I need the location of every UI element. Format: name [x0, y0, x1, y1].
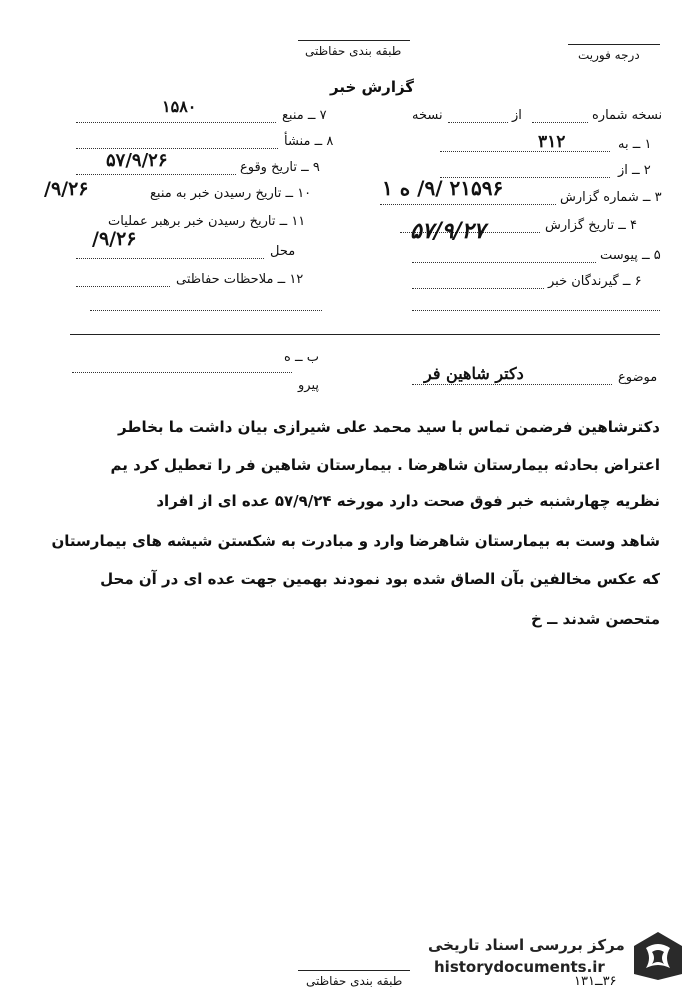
copy-label: نسخه [412, 108, 443, 123]
field-occurrence-date-label: ۹ ــ تاریخ وقوع [240, 160, 320, 175]
reference-value: ب ــ ه [284, 350, 319, 365]
field-source-value: ۱۵۸۰ [162, 97, 197, 116]
field-attachment-label: ۵ ــ پیوست [600, 248, 661, 263]
body-line: که عکس مخالفین بآن الصاق شده بود نمودند بهمین جهت عده ای در آن محل [100, 570, 660, 588]
page-code: ۳۶ــ۱۳۱ [574, 974, 617, 989]
field-occurrence-date-value: ۵۷/۹/۲۶ [106, 150, 168, 171]
classification-bottom-rule [298, 970, 410, 971]
field-security-notes-label: ۱۲ ــ ملاحظات حفاظتی [176, 272, 304, 287]
body-line: دکترشاهین فرضمن تماس با سید محمد علی شیرازی بیان داشت ما بخاطر [118, 418, 660, 436]
field-security-notes-dots [76, 286, 170, 287]
subject-dots [412, 384, 612, 385]
classification-top: طبقه بندی حفاظتی [305, 44, 402, 58]
watermark-text: مرکز بررسی اسناد تاریخی [428, 936, 625, 954]
field-report-number-value: ۲۱۵۹۶ /۹/ ه ۱ [382, 176, 504, 200]
classification-bottom: طبقه بندی حفاظتی [306, 974, 403, 988]
field-recipients-dots-2 [412, 310, 660, 311]
field-ops-arrival-value: ۹/۲۶/ [92, 228, 137, 250]
field-origin-dots [76, 148, 278, 149]
copy-of-dots [448, 122, 508, 123]
field-report-number-dots [380, 204, 556, 205]
field-source-arrival-value: ۹/۲۶/ [44, 178, 89, 200]
field-recipients-label: ۶ ــ گیرندگان خبر [548, 274, 642, 289]
field-report-number-label: ۳ ــ شماره گزارش [560, 190, 662, 205]
field-recipients-dots [412, 288, 544, 289]
watermark-url: historydocuments.ir [434, 958, 605, 976]
copy-of-label: از [512, 108, 522, 123]
urgency-label: درجه فوریت [578, 48, 640, 62]
field-origin-label: ۸ ــ منشأ [284, 134, 334, 149]
report-title: گزارش خبر [330, 78, 415, 96]
body-line: متحصن شدند ــ خ [531, 610, 660, 628]
field-to-label: ۱ ــ به [618, 137, 652, 152]
field-ops-arrival-label: ۱۱ ــ تاریخ رسیدن خبر برهبر عملیات [108, 214, 306, 229]
field-to-value: ۳۱۲ [538, 132, 566, 152]
section-divider [70, 334, 660, 335]
urgency-rule [568, 44, 660, 45]
field-to-dots [440, 151, 610, 152]
field-security-notes-dots-2 [90, 310, 322, 311]
field-source-arrival-label: ۱۰ ــ تاریخ رسیدن خبر به منبع [150, 186, 312, 201]
body-line: اعتراض بحادثه بیمارستان شاهرضا . بیمارستان شاهین فر را تعطیل کرد یم [110, 456, 660, 474]
field-report-date-value: ۵۷/۹/۲۷ [410, 218, 486, 244]
body-line: شاهد وست به بیمارستان شاهرضا وارد و مبادرت به شکستن شیشه های بیمارستان [51, 532, 660, 550]
body-line: نظریه چهارشنبه خبر فوق صحت دارد مورخه ۵۷/۹/۲۴ عده ای از افراد [156, 492, 660, 510]
subject-value: دکتر شاهین فر [424, 364, 524, 383]
field-report-date-label: ۴ ــ تاریخ گزارش [545, 218, 637, 233]
reference-dots [72, 372, 292, 373]
copy-number-label: نسخه شماره [592, 108, 663, 123]
field-location-dots [76, 258, 264, 259]
reference-label: پیرو [298, 378, 319, 393]
field-source-label: ۷ ــ منبع [282, 108, 327, 123]
field-attachment-dots [412, 262, 596, 263]
field-occurrence-date-dots [76, 174, 236, 175]
copy-number-dots [532, 122, 588, 123]
field-from-label: ۲ ــ از [618, 163, 651, 178]
archive-logo-icon [630, 928, 686, 984]
field-location-label: محل [270, 244, 296, 259]
field-source-dots [76, 122, 276, 123]
subject-label: موضوع [618, 370, 658, 385]
classification-top-rule [298, 40, 410, 41]
